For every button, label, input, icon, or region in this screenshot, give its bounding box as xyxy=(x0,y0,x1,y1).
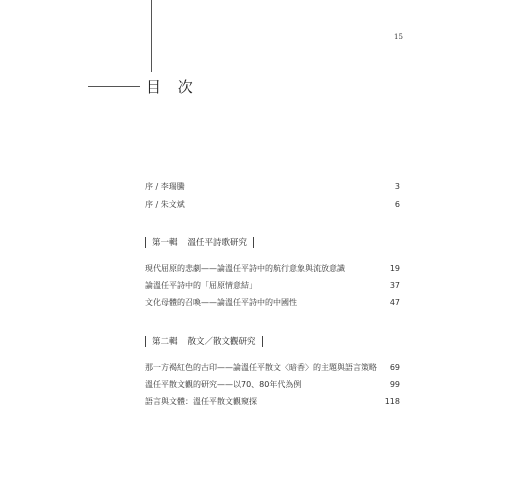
section-number: 第二輯 xyxy=(152,337,178,347)
section-bar-left xyxy=(145,237,146,248)
toc-entry-page: 19 xyxy=(389,264,400,273)
toc-entry-title: 現代屈原的悲劇——論溫任平詩中的航行意象與流放意識 xyxy=(145,264,345,273)
section-name: 溫任平詩歌研究 xyxy=(187,238,248,248)
toc-entry-title: 文化母體的召喚——論溫任平詩中的中國性 xyxy=(145,298,297,307)
toc-entry-page: 99 xyxy=(389,380,400,389)
toc-entry-title: 序 / 朱文斌 xyxy=(145,200,185,209)
section-heading xyxy=(145,335,263,347)
page-title: 目 次 xyxy=(146,78,199,96)
toc-entry-page: 37 xyxy=(389,281,400,290)
section-heading xyxy=(145,236,254,248)
decorative-vertical-line xyxy=(151,0,152,72)
toc-entry-page: 3 xyxy=(394,182,400,191)
section-bar-right xyxy=(253,237,254,248)
page-number: 15 xyxy=(394,33,403,41)
toc-entry-page: 47 xyxy=(389,298,400,307)
section-bar-left xyxy=(145,336,146,347)
section-bar-right xyxy=(262,336,263,347)
toc-entry-page: 69 xyxy=(389,363,400,372)
section-number: 第一輯 xyxy=(152,238,178,248)
toc-entry-title: 序 / 李瑞騰 xyxy=(145,182,185,191)
section-name: 散文／散文觀研究 xyxy=(187,337,256,347)
toc-entry-page: 6 xyxy=(394,200,400,209)
toc-entry-title: 語言與文體：溫任平散文觀窺探 xyxy=(145,397,257,406)
toc-entry-title: 溫任平散文觀的研究——以70、80年代為例 xyxy=(145,380,302,389)
toc-entry-page: 118 xyxy=(384,397,400,406)
decorative-horizontal-line xyxy=(88,86,140,87)
toc-entry-title: 論溫任平詩中的「屈原情意結」 xyxy=(145,281,257,290)
toc-entry-title: 那一方褐紅色的古印——論溫任平散文〈暗香〉的主題與語言策略 xyxy=(145,363,377,372)
